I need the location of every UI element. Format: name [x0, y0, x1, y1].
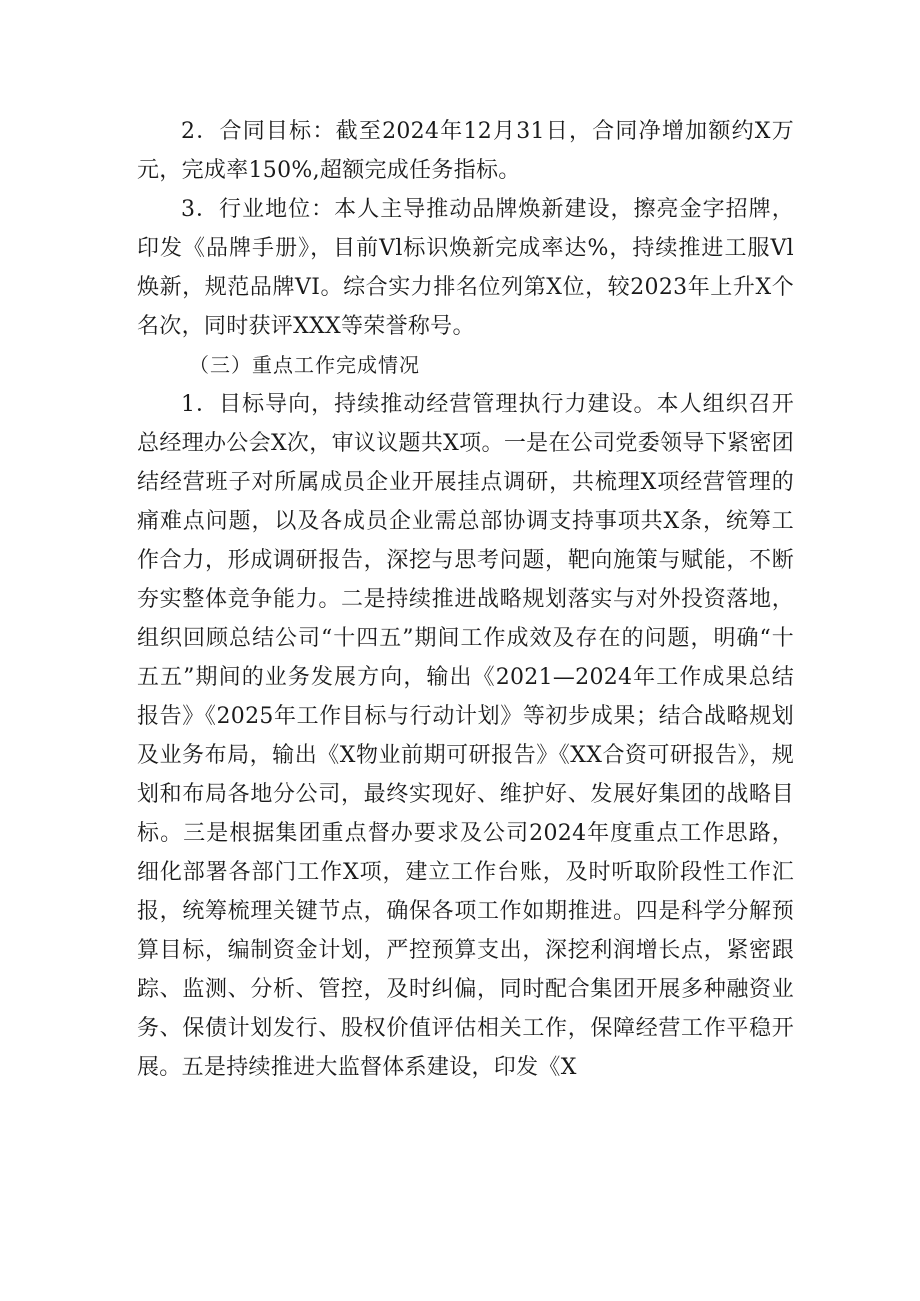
paragraph-goal-oriented: 1．目标导向，持续推动经营管理执行力建设。本人组织召开总经理办公会X次，审议议题共X项。一是在公司党委领导下紧密团结经营班子对所属成员企业开展挂点调研，共梳理X项经营管理的痛难点问题，以及各成员企业需总部协调支持事项共X条，统筹工作合力，形成调研报告，深挖与思考问题，靶向施策与赋能，不断夯实整体竞争能力。二是持续推进战略规划落实与对外投资落地，组织回顾总结公司“十四五”期间工作成效及存在的问题，明确“十五五”期间的业务发展方向，输出《2021—2024年工作成果总结报告》《2025年工作目标与行动计划》等初步成果；结合战略规划及业务布局，输出《X物业前期可研报告》《XX合资可研报告》，规划和布局各地分公司，最终实现好、维护好、发展好集团的战略目标。三是根据集团重点督办要求及公司2024年度重点工作思路，细化部署各部门工作X项，建立工作台账，及时听取阶段性工作汇报，统筹梳理关键节点，确保各项工作如期推进。四是科学分解预算目标，编制资金计划，严控预算支出，深挖利润增长点，紧密跟踪、监测、分析、管控，及时纠偏，同时配合集团开展多种融资业务、保债计划发行、股权价值评估相关工作，保障经营工作平稳开展。五是持续推进大监督体系建设，印发《X [137, 392, 794, 1080]
paragraph-industry-status: 3．行业地位：本人主导推动品牌焕新建设，擦亮金字招牌，印发《品牌手册》，目前Vl标识焕新完成率达%，持续推进工服Vl焕新，规范品牌VI。综合实力排名位列第X位，较2023年上升X个名次，同时获评XXX等荣誉称号。 [137, 197, 794, 339]
section-heading: （三）重点工作完成情况 [189, 353, 420, 377]
paragraph-contract-goal: 2．合同目标：截至2024年12月31日，合同净增加额约X万元，完成率150%,超额完成任务指标。 [137, 119, 794, 183]
document-page [137, 112, 794, 1087]
